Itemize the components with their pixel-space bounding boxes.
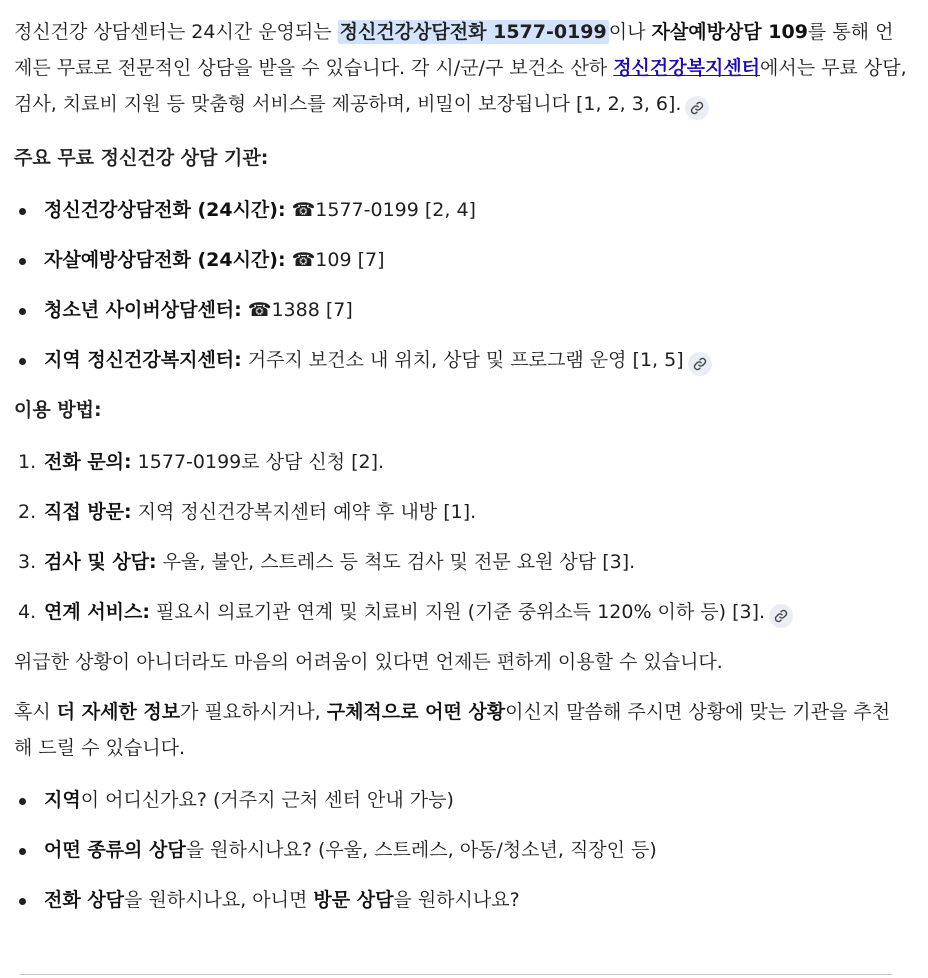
list-item (14, 494, 908, 530)
intro-text: 정신건강 상담센터는 24시간 운영되는 (14, 21, 338, 43)
divider (20, 974, 892, 975)
list-item (14, 594, 908, 630)
step-number: 1. (18, 451, 37, 473)
agencies-heading: 주요 무료 정신건강 상담 기관: (14, 147, 269, 169)
agency-label: 자살예방상담전화 (24시간): (44, 249, 286, 271)
step-label: 전화 문의: (44, 451, 132, 473)
followup-list (14, 782, 908, 918)
agency-label: 청소년 사이버상담센터: (44, 299, 242, 321)
agency-label: 지역 정신건강복지센터: (44, 349, 242, 371)
followup-text: 을 원하시나요, 아니면 (124, 889, 314, 911)
step-value: 우울, 불안, 스트레스 등 척도 검사 및 전문 요원 상담 [3]. (156, 551, 636, 573)
step-number: 3. (18, 551, 37, 573)
question-paragraph (14, 694, 908, 766)
list-item (14, 242, 908, 278)
step-number: 2. (18, 501, 37, 523)
list-item (14, 444, 908, 480)
step-number: 4. (18, 601, 37, 623)
list-item (14, 292, 908, 328)
list-item (14, 782, 908, 818)
step-value: 지역 정신건강복지센터 예약 후 내방 [1]. (131, 501, 477, 523)
followup-text: 을 원하시나요? (우울, 스트레스, 아동/청소년, 직장인 등) (185, 839, 657, 861)
list-item (14, 882, 908, 918)
usage-steps-list (14, 444, 908, 630)
link-icon[interactable] (688, 352, 712, 376)
link-icon[interactable] (769, 604, 793, 628)
agency-value: ☎1577-0199 [2, 4] (285, 199, 476, 221)
step-value: 필요시 의료기관 연계 및 치료비 지원 (기준 중위소득 120% 이하 등) [3]. (149, 601, 766, 623)
closing-paragraph: 위급한 상황이 아니더라도 마음의 어려움이 있다면 언제든 편하게 이용할 수 있습니다. (14, 651, 723, 673)
intro-text: 에서는 무료 상담, 검사, 치료비 지원 등 맞춤형 서비스를 제공하며, 비밀이 보장됩니다 [1, 2, 3, 6]. (14, 57, 907, 115)
link-icon[interactable] (685, 96, 709, 120)
step-value: 1577-0199로 상담 신청 [2]. (131, 451, 385, 473)
followup-text: 이 어디신가요? (거주지 근처 센터 안내 가능) (80, 789, 454, 811)
question-text: 이신지 말씀해 주시면 상황에 맞는 기관을 추천해 드릴 수 있습니다. (14, 701, 891, 759)
question-bold: 구체적으로 어떤 상황 (326, 701, 506, 723)
agency-label: 정신건강상담전화 (24시간): (44, 199, 286, 221)
list-item (14, 342, 908, 378)
highlighted-hotline[interactable]: 정신건강상담전화 1577-0199 (339, 21, 607, 43)
intro-paragraph (14, 14, 908, 122)
question-text: 혹시 (14, 701, 57, 723)
followup-bold: 어떤 종류의 상담 (44, 839, 186, 861)
mental-health-center-link[interactable]: 정신건강복지센터 (613, 57, 761, 79)
step-label: 검사 및 상담: (44, 551, 157, 573)
followup-text: 을 원하시나요? (393, 889, 520, 911)
followup-bold: 지역 (44, 789, 81, 811)
suicide-hotline-bold: 자살예방상담 109 (651, 21, 808, 43)
followup-bold: 전화 상담 (44, 889, 125, 911)
intro-text: 이나 (608, 21, 652, 43)
step-label: 직접 방문: (44, 501, 132, 523)
list-item (14, 832, 908, 868)
agency-value: ☎109 [7] (285, 249, 385, 271)
question-text: 가 필요하시거나, (180, 701, 327, 723)
question-bold: 더 자세한 정보 (56, 701, 181, 723)
intro-text: 를 통해 언제든 무료로 전문적인 상담을 받을 수 있습니다. 각 시/군/구 보건소 산하 (14, 21, 894, 79)
list-item (14, 544, 908, 580)
followup-bold: 방문 상담 (313, 889, 394, 911)
step-label: 연계 서비스: (44, 601, 150, 623)
agency-value: 거주지 보건소 내 위치, 상담 및 프로그램 운영 [1, 5] (241, 349, 684, 371)
agency-value: ☎1388 [7] (241, 299, 353, 321)
usage-heading: 이용 방법: (14, 399, 102, 421)
agencies-list (14, 192, 908, 378)
list-item (14, 192, 908, 228)
